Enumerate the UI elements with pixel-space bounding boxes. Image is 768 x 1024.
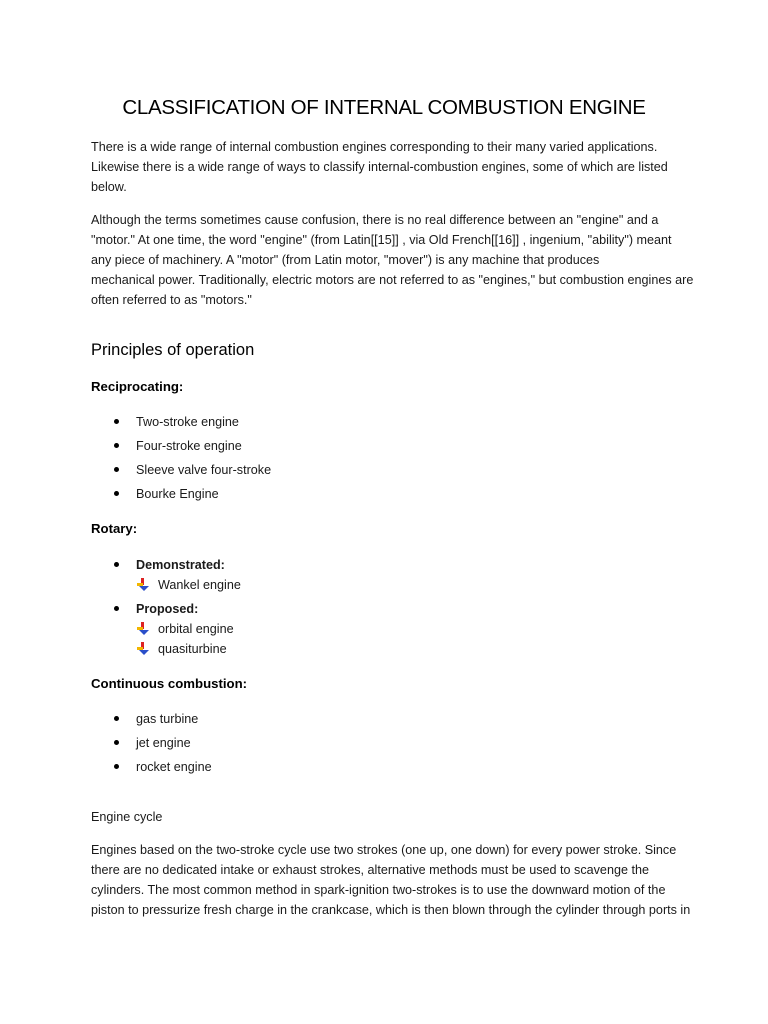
intro-paragraph xyxy=(91,137,706,197)
cycle-line: Engines based on the two-stroke cycle use two strokes (one up, one down) for every power stroke. Since xyxy=(91,843,677,857)
motor-line: "motor." At one time, the word "engine" (from Latin[[15]] , via Old French[[16]] , ingenium, "ability") meant xyxy=(91,233,672,247)
list-item-label: Proposed: xyxy=(136,602,199,616)
sub-list-item-label: quasiturbine xyxy=(158,642,227,656)
motor-line: any piece of machinery. A "motor" (from Latin motor, "mover") is any machine that produces xyxy=(91,253,600,267)
sub-list-item xyxy=(137,640,234,660)
bullet-icon xyxy=(114,491,119,496)
bullet-icon xyxy=(114,419,119,424)
reciprocating-list xyxy=(112,413,271,509)
sub-list-item xyxy=(137,576,241,596)
reciprocating-heading: Reciprocating: xyxy=(91,379,184,394)
cycle-line: there are no dedicated intake or exhaust strokes, alternative methods must be used to scavenge the xyxy=(91,863,649,877)
list-item-label: Two-stroke engine xyxy=(136,415,239,429)
intro-line: Likewise there is a wide range of ways to classify internal-combustion engines, some of which are listed xyxy=(91,160,668,174)
bullet-icon xyxy=(114,443,119,448)
arrow-yellow-part xyxy=(137,627,143,630)
bullet-icon xyxy=(114,562,119,567)
arrow-bullet-icon xyxy=(137,642,149,655)
arrow-yellow-part xyxy=(137,647,143,650)
bullet-icon xyxy=(114,467,119,472)
list-item-label: Four-stroke engine xyxy=(136,439,242,453)
list-item-label: jet engine xyxy=(136,736,191,750)
list-item-label: gas turbine xyxy=(136,712,199,726)
list-item xyxy=(112,461,271,485)
intro-line: There is a wide range of internal combustion engines corresponding to their many varied applications. xyxy=(91,140,658,154)
list-item xyxy=(112,758,212,782)
arrow-blue-part xyxy=(139,650,149,655)
continuous-heading: Continuous combustion: xyxy=(91,676,248,691)
cycle-line: cylinders. The most common method in spark-ignition two-strokes is to use the downward motion of the xyxy=(91,883,666,897)
arrow-bullet-icon xyxy=(137,622,149,635)
motor-line: mechanical power. Traditionally, electric motors are not referred to as "engines," but combustion engines are xyxy=(91,273,694,287)
cycle-line: piston to pressurize fresh charge in the crankcase, which is then blown through the cylinder through ports in xyxy=(91,903,691,917)
intro-line: below. xyxy=(91,180,127,194)
bullet-icon xyxy=(114,716,119,721)
motor-paragraph xyxy=(91,210,706,310)
sub-list-item-label: orbital engine xyxy=(158,622,234,636)
arrow-blue-part xyxy=(139,586,149,591)
list-item-label: rocket engine xyxy=(136,760,212,774)
sub-list-item-label: Wankel engine xyxy=(158,578,241,592)
bullet-icon xyxy=(114,606,119,611)
rotary-heading: Rotary: xyxy=(91,521,138,536)
sub-list-item xyxy=(137,620,234,640)
list-item xyxy=(112,413,271,437)
motor-line: often referred to as "motors." xyxy=(91,293,252,307)
arrow-blue-part xyxy=(139,630,149,635)
list-item xyxy=(112,437,271,461)
list-item-label: Bourke Engine xyxy=(136,487,219,501)
list-item xyxy=(112,485,271,509)
arrow-yellow-part xyxy=(137,583,143,586)
list-item-label: Sleeve valve four-stroke xyxy=(136,463,272,477)
bullet-icon xyxy=(114,764,119,769)
page-title: CLASSIFICATION OF INTERNAL COMBUSTION ENGINE xyxy=(122,96,646,119)
arrow-bullet-icon xyxy=(137,578,149,591)
engine-cycle-heading: Engine cycle xyxy=(91,810,163,824)
continuous-list xyxy=(112,710,212,782)
list-item xyxy=(112,734,212,758)
demonstrated-sublist xyxy=(137,576,241,596)
bullet-icon xyxy=(114,740,119,745)
list-item xyxy=(112,710,212,734)
proposed-sublist xyxy=(137,620,234,660)
list-item-label: Demonstrated: xyxy=(136,558,225,572)
principles-heading: Principles of operation xyxy=(91,341,255,359)
engine-cycle-paragraph xyxy=(91,840,706,920)
motor-line: Although the terms sometimes cause confusion, there is no real difference between an "engine" and a xyxy=(91,213,659,227)
